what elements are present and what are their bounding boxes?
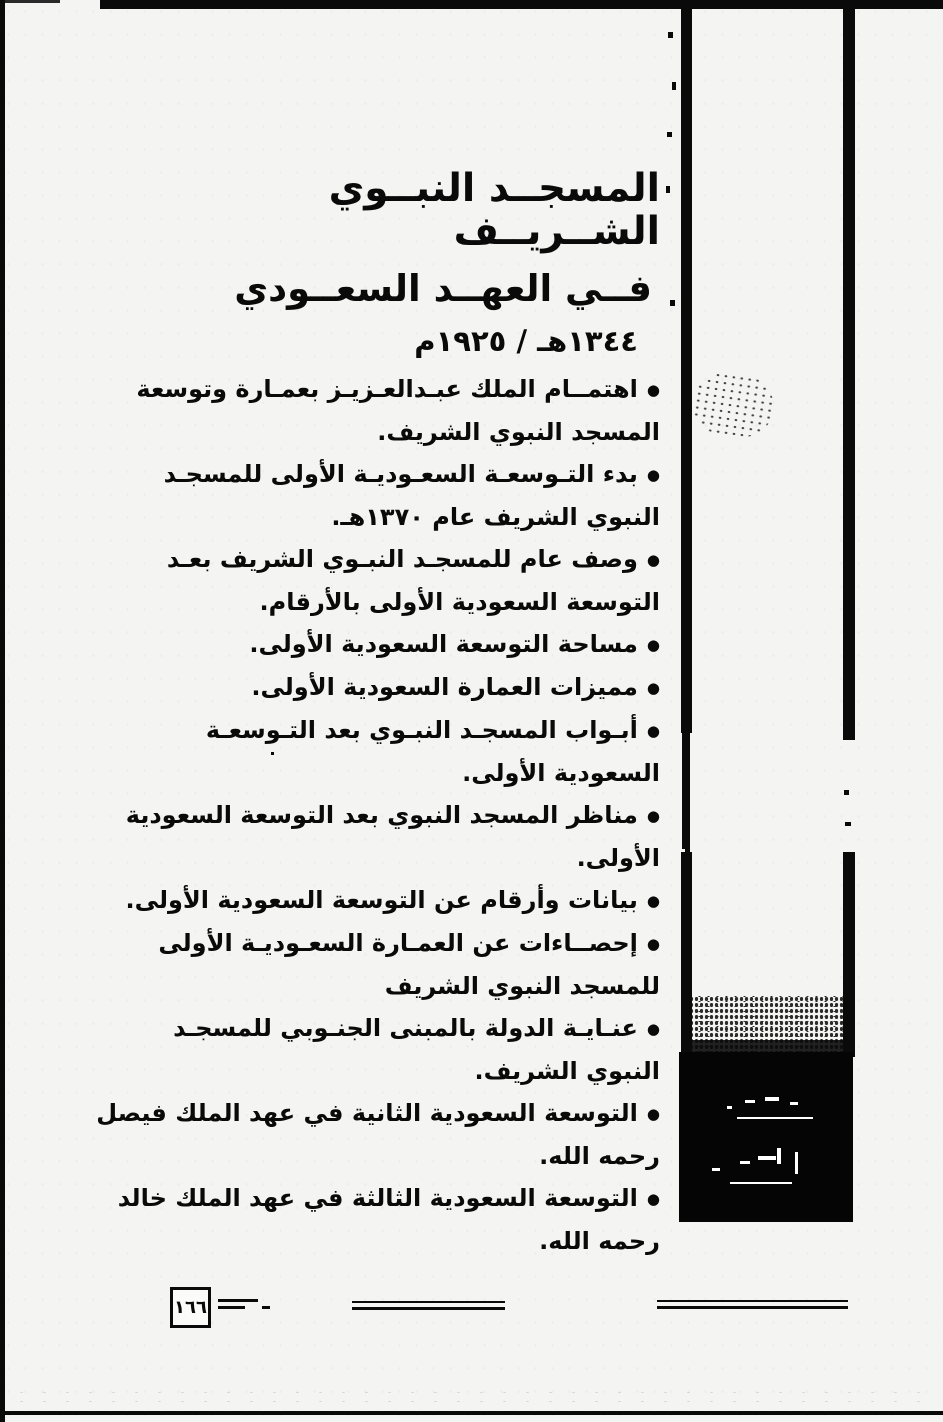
list-item bbox=[128, 623, 660, 666]
bullet-icon: ● bbox=[646, 636, 660, 654]
list-item bbox=[128, 453, 660, 538]
page-number: ١٦٦ bbox=[174, 1297, 207, 1318]
title-line-2: فــي العهــد السعــودي bbox=[234, 266, 652, 310]
list-item-text-continued: النبوي الشريف عام ١٣٧٠هـ. bbox=[331, 503, 660, 531]
scan-top-edge-line bbox=[0, 0, 60, 3]
scan-noise-patch bbox=[690, 369, 776, 441]
list-item-text-continued: الأولى. bbox=[576, 844, 660, 872]
list-item-text: اهتمــام الملك عبـدالعـزيـز بعمـارة وتوسعة bbox=[136, 375, 638, 403]
list-item bbox=[128, 666, 660, 709]
bullet-icon: ● bbox=[646, 1105, 660, 1123]
scan-top-bar bbox=[100, 0, 943, 9]
list-item-text: مميزات العمارة السعودية الأولى. bbox=[251, 673, 638, 701]
list-item-text-continued: رحمه الله. bbox=[539, 1227, 660, 1255]
list-item-text-continued: المسجد النبوي الشريف. bbox=[377, 418, 660, 446]
footer-rule-left bbox=[352, 1301, 505, 1310]
list-item bbox=[125, 794, 660, 879]
bullet-icon: ● bbox=[646, 1020, 660, 1038]
list-item-text: مناظر المسجد النبوي بعد التوسعة السعودية bbox=[125, 801, 638, 829]
bullet-icon: ● bbox=[646, 935, 660, 953]
list-item bbox=[125, 879, 660, 922]
scan-bottom-line bbox=[0, 1411, 943, 1415]
scan-noise-bottom bbox=[10, 1388, 930, 1410]
list-item bbox=[128, 538, 660, 623]
title-date: ١٣٤٤هـ / ١٩٢٥م bbox=[414, 324, 638, 359]
list-item-text-continued: السعودية الأولى. bbox=[462, 759, 660, 787]
title-line-1: المسجــد النبــوي الشــريــف bbox=[328, 166, 660, 254]
topics-list bbox=[96, 368, 660, 1262]
bullet-icon: ● bbox=[646, 1190, 660, 1208]
list-item-text: بيانات وأرقام عن التوسعة السعودية الأولى. bbox=[125, 886, 638, 914]
page-number-box bbox=[170, 1287, 211, 1328]
list-item-text-continued: رحمه الله. bbox=[539, 1142, 660, 1170]
list-item-text: أبـواب المسجـد النبـوي بعد التـوسعـة bbox=[205, 716, 638, 744]
list-item-text: إحصــاءات عن العمـارة السعـوديـة الأولى bbox=[158, 929, 638, 957]
spine-edge-bar-upper bbox=[843, 9, 855, 740]
list-item bbox=[128, 1007, 660, 1092]
list-item-text: عنـايـة الدولة بالمبنى الجنـوبي للمسجـد bbox=[173, 1014, 638, 1042]
bullet-icon: ● bbox=[646, 807, 660, 825]
bullet-icon: ● bbox=[646, 381, 660, 399]
bullet-icon: ● bbox=[646, 892, 660, 910]
bullet-icon: ● bbox=[646, 551, 660, 569]
list-item-text: وصف عام للمسجـد النبـوي الشريف بعـد bbox=[166, 545, 638, 573]
bullet-icon: ● bbox=[646, 722, 660, 740]
list-item-text-continued: للمسجد النبوي الشريف bbox=[384, 972, 660, 1000]
list-item bbox=[96, 1092, 660, 1177]
list-item bbox=[128, 922, 660, 1007]
list-item-text: التوسعة السعودية الثانية في عهد الملك فيصل bbox=[96, 1099, 638, 1127]
list-item bbox=[128, 709, 660, 794]
bullet-icon: ● bbox=[646, 679, 660, 697]
list-item bbox=[128, 368, 660, 453]
list-item-text: بدء التـوسعـة السعـوديـة الأولى للمسجـد bbox=[163, 460, 638, 488]
list-item bbox=[117, 1177, 660, 1262]
list-item-text-continued: التوسعة السعودية الأولى بالأرقام. bbox=[259, 588, 660, 616]
page-title bbox=[133, 168, 660, 358]
chapter-edge-tab bbox=[679, 1052, 853, 1222]
footer-rule-right bbox=[657, 1300, 848, 1309]
list-item-text: مساحة التوسعة السعودية الأولى. bbox=[249, 630, 638, 658]
bullet-icon: ● bbox=[646, 466, 660, 484]
binding-gutter-bar-upper bbox=[681, 9, 692, 733]
list-item-text: التوسعة السعودية الثالثة في عهد الملك خالد bbox=[117, 1184, 638, 1212]
scan-left-edge bbox=[0, 0, 5, 1422]
list-item-text-continued: النبوي الشريف. bbox=[474, 1057, 660, 1085]
